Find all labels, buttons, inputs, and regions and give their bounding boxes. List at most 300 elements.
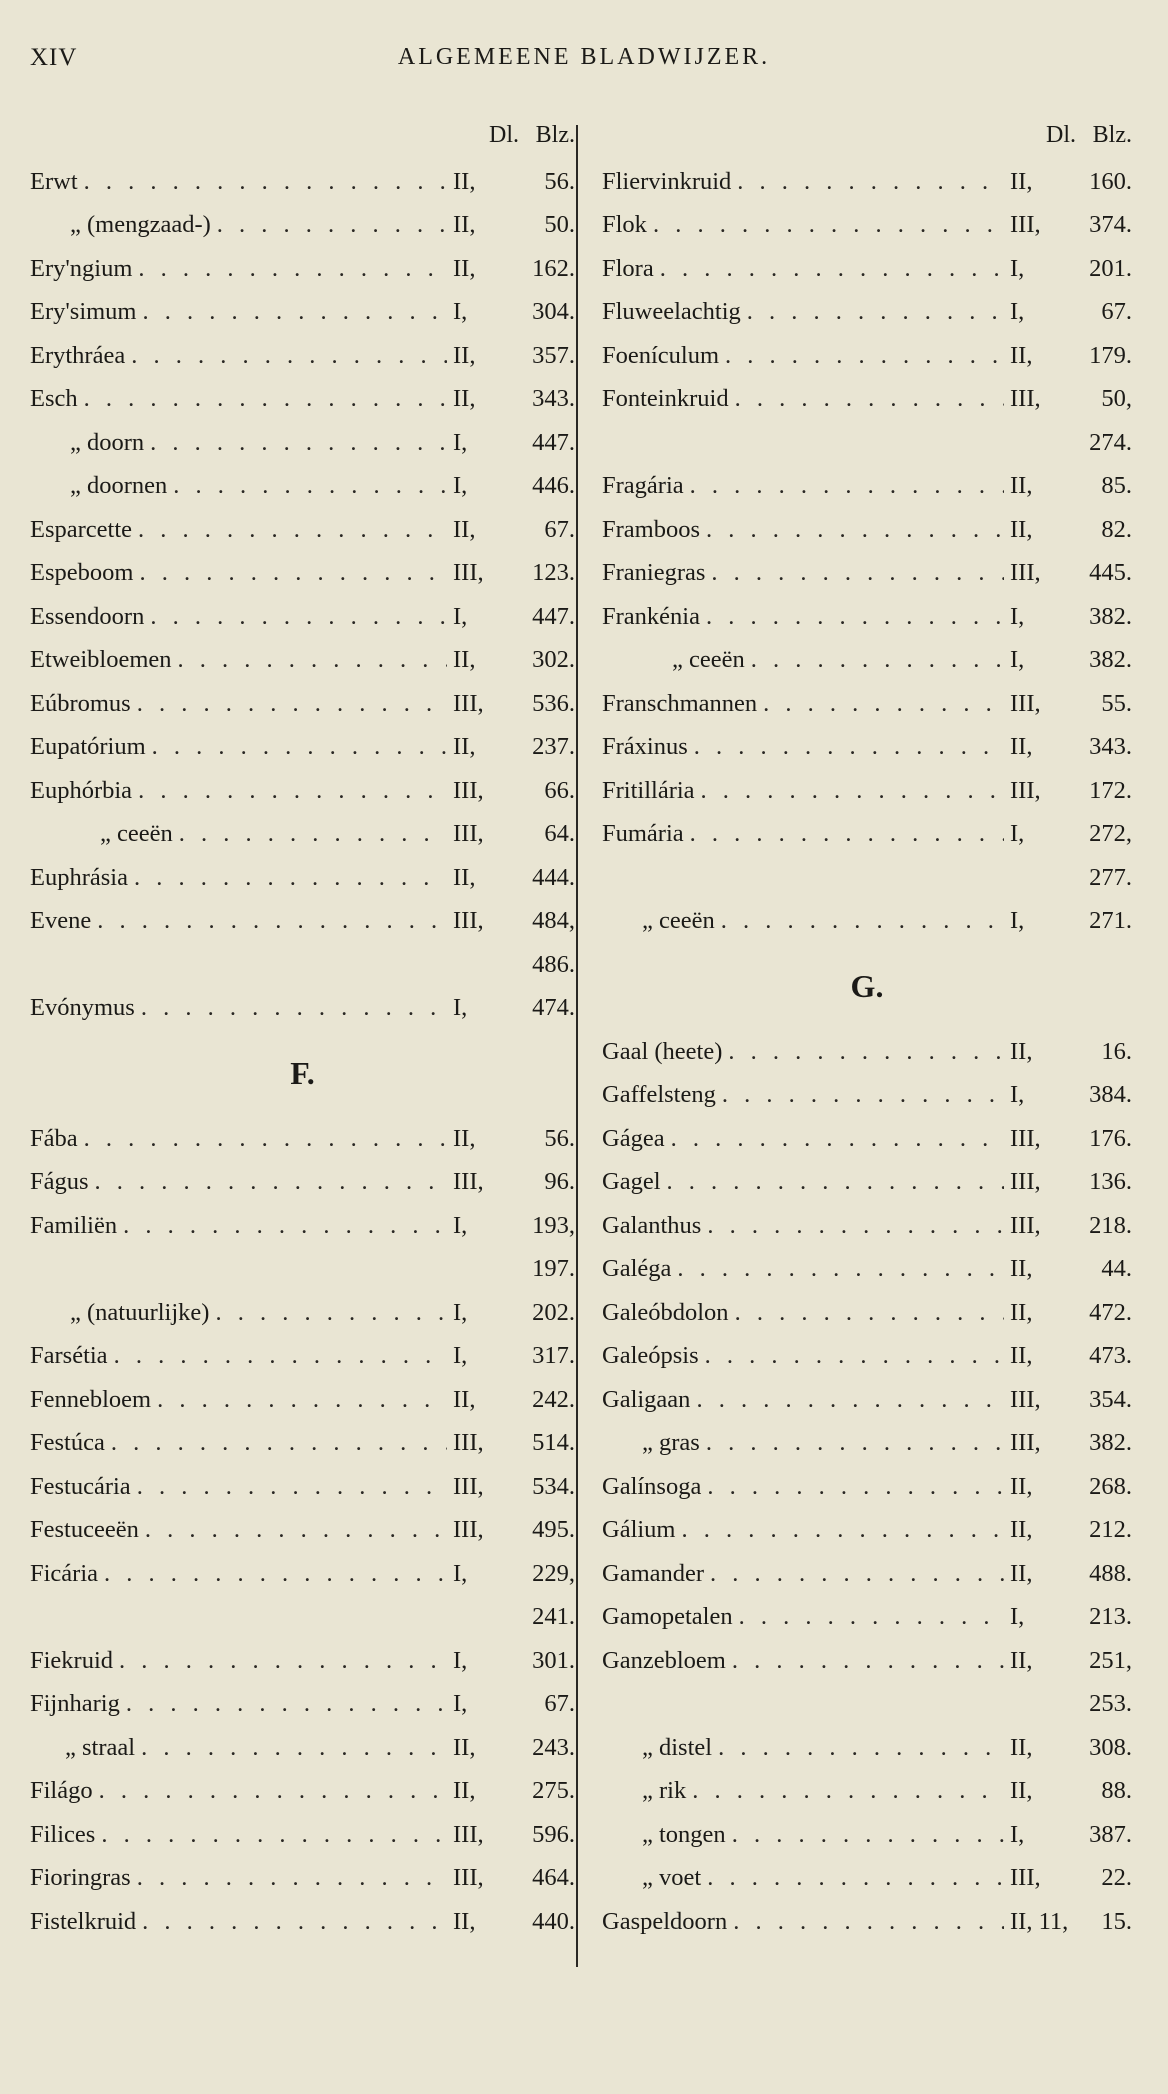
entry-term: Fliervinkruid bbox=[602, 167, 732, 195]
leader-dots bbox=[179, 820, 447, 848]
entry-term: Fioringras bbox=[30, 1864, 131, 1892]
entry-term: „ straal bbox=[65, 1733, 136, 1761]
page-ref: 176. bbox=[1089, 1124, 1132, 1152]
leader-dots bbox=[739, 1603, 1004, 1631]
page-ref: 382. bbox=[1089, 646, 1132, 674]
volume-ref: I, bbox=[1010, 602, 1025, 630]
entry-term: Esparcette bbox=[30, 515, 133, 543]
index-entry bbox=[30, 160, 575, 204]
index-entry bbox=[602, 465, 1132, 509]
entry-term: Flora bbox=[602, 254, 654, 282]
page-ref: 56. bbox=[544, 167, 575, 195]
entry-term: „ ceeën bbox=[100, 820, 173, 848]
index-entry bbox=[30, 1857, 575, 1901]
index-entry bbox=[30, 421, 575, 465]
entry-term: Evene bbox=[30, 907, 92, 935]
leader-dots bbox=[101, 1821, 447, 1849]
index-entry bbox=[30, 247, 575, 291]
leader-dots bbox=[694, 733, 1004, 761]
entry-term: Ficária bbox=[30, 1559, 99, 1587]
entry-term: Familiën bbox=[30, 1211, 118, 1239]
volume-ref: I, bbox=[453, 1298, 468, 1326]
page-ref: 201. bbox=[1089, 254, 1132, 282]
index-entry bbox=[602, 900, 1132, 944]
volume-ref: II, bbox=[453, 254, 476, 282]
page-ref: 179. bbox=[1089, 341, 1132, 369]
index-entry bbox=[602, 1509, 1132, 1553]
leader-dots bbox=[131, 342, 447, 370]
page-ref: 302. bbox=[532, 646, 575, 674]
volume-ref: II, 11, bbox=[1010, 1907, 1069, 1935]
volume-ref: I, bbox=[1010, 298, 1025, 326]
index-entry bbox=[30, 291, 575, 335]
leader-dots bbox=[732, 1647, 1004, 1675]
index-entry bbox=[30, 552, 575, 596]
entry-term: Flok bbox=[602, 211, 647, 239]
volume-ref: I, bbox=[453, 1646, 468, 1674]
leader-dots bbox=[137, 1864, 447, 1892]
entry-term: Fijnharig bbox=[30, 1690, 120, 1718]
volume-ref: I, bbox=[1010, 1081, 1025, 1109]
page-ref: 96. bbox=[544, 1168, 575, 1196]
volume-ref: I, bbox=[453, 994, 468, 1022]
entry-term: Gagel bbox=[602, 1168, 661, 1196]
volume-ref: II, bbox=[453, 1777, 476, 1805]
entry-term: „ distel bbox=[642, 1733, 713, 1761]
column-header bbox=[30, 120, 575, 160]
leader-dots bbox=[690, 820, 1004, 848]
leader-dots bbox=[747, 298, 1004, 326]
volume-ref: III, bbox=[453, 1820, 484, 1848]
entry-term: Galanthus bbox=[602, 1211, 702, 1239]
index-entry bbox=[602, 1813, 1132, 1857]
leader-dots bbox=[733, 1908, 1004, 1936]
entry-term: „ doorn bbox=[70, 428, 145, 456]
page-ref: 472. bbox=[1089, 1298, 1132, 1326]
index-entry bbox=[602, 204, 1132, 248]
page-ref: 444. bbox=[532, 863, 575, 891]
volume-ref: I, bbox=[453, 1559, 468, 1587]
leader-dots bbox=[692, 1777, 1004, 1805]
entry-term: Ganzebloem bbox=[602, 1646, 726, 1674]
entry-term: „ (natuurlijke) bbox=[70, 1298, 210, 1326]
index-entry bbox=[602, 1596, 1132, 1640]
page-ref: 446. bbox=[532, 472, 575, 500]
entry-term: Gamopetalen bbox=[602, 1603, 733, 1631]
entry-term: Espeboom bbox=[30, 559, 134, 587]
volume-ref: II, bbox=[453, 1733, 476, 1761]
volume-ref: II, bbox=[453, 1124, 476, 1152]
entry-term: „ ceeën bbox=[642, 907, 715, 935]
page-ref: 212. bbox=[1089, 1516, 1132, 1544]
page-ref: 514. bbox=[532, 1429, 575, 1457]
index-entry bbox=[30, 1770, 575, 1814]
index-entry bbox=[602, 1639, 1132, 1683]
leader-dots bbox=[215, 1299, 447, 1327]
page-ref: 243. bbox=[532, 1733, 575, 1761]
entry-term: Filágo bbox=[30, 1777, 93, 1805]
entry-term: Franschmannen bbox=[602, 689, 758, 717]
index-entry bbox=[602, 1857, 1132, 1901]
entry-term: Framboos bbox=[602, 515, 700, 543]
page-ref: 229, bbox=[532, 1559, 575, 1587]
index-entry bbox=[30, 1552, 575, 1596]
entry-term: Galeópsis bbox=[602, 1342, 699, 1370]
index-entry bbox=[602, 813, 1132, 857]
volume-ref: III, bbox=[1010, 776, 1041, 804]
leader-dots bbox=[173, 472, 447, 500]
leader-dots bbox=[84, 385, 447, 413]
index-entry bbox=[30, 508, 575, 552]
entry-term: Fonteinkruid bbox=[602, 385, 729, 413]
entry-term: Fráxinus bbox=[602, 733, 688, 761]
leader-dots bbox=[119, 1647, 447, 1675]
leader-dots bbox=[139, 559, 447, 587]
index-entry bbox=[30, 1726, 575, 1770]
leader-dots bbox=[706, 1429, 1004, 1457]
index-entry bbox=[30, 1465, 575, 1509]
volume-ref: II, bbox=[1010, 341, 1033, 369]
index-column-left bbox=[30, 120, 575, 2000]
page-ref: 162. bbox=[532, 254, 575, 282]
index-entry bbox=[602, 726, 1132, 770]
entry-term: Festuceeën bbox=[30, 1516, 139, 1544]
page-ref: 484, bbox=[532, 907, 575, 935]
index-entry bbox=[30, 1204, 575, 1248]
leader-dots bbox=[138, 777, 447, 805]
index-entry bbox=[602, 552, 1132, 596]
leader-dots bbox=[152, 733, 447, 761]
leader-dots bbox=[138, 255, 447, 283]
page-ref: 123. bbox=[532, 559, 575, 587]
volume-ref: II, bbox=[453, 341, 476, 369]
leader-dots bbox=[150, 429, 447, 457]
index-entry bbox=[602, 378, 1132, 422]
volume-ref: III, bbox=[453, 907, 484, 935]
leader-dots bbox=[138, 516, 447, 544]
index-entry bbox=[30, 1335, 575, 1379]
index-entry bbox=[602, 1204, 1132, 1248]
leader-dots bbox=[671, 1125, 1004, 1153]
page-ref: 271. bbox=[1089, 907, 1132, 935]
entry-term: Gaspeldoorn bbox=[602, 1907, 728, 1935]
entry-term: Galéga bbox=[602, 1255, 672, 1283]
volume-ref: II, bbox=[1010, 515, 1033, 543]
page-ref: 50, bbox=[1101, 385, 1132, 413]
page-ref: 596. bbox=[532, 1820, 575, 1848]
leader-dots bbox=[114, 1342, 447, 1370]
index-entry bbox=[602, 247, 1132, 291]
index-entry bbox=[30, 1291, 575, 1335]
entry-term: Fiekruid bbox=[30, 1646, 114, 1674]
entry-term: „ doornen bbox=[70, 472, 168, 500]
volume-ref: III, bbox=[1010, 1864, 1041, 1892]
volume-ref: II, bbox=[453, 863, 476, 891]
page-ref: 22. bbox=[1101, 1864, 1132, 1892]
index-entry bbox=[30, 1117, 575, 1161]
entry-term: Galeóbdolon bbox=[602, 1298, 729, 1326]
volume-ref: III, bbox=[453, 776, 484, 804]
page-ref: 374. bbox=[1089, 211, 1132, 239]
leader-dots bbox=[150, 603, 447, 631]
entry-term: Gaal (heete) bbox=[602, 1037, 723, 1065]
index-entry bbox=[30, 1683, 575, 1727]
page-ref: 440. bbox=[532, 1907, 575, 1935]
volume-ref: I, bbox=[1010, 1820, 1025, 1848]
leader-dots bbox=[696, 1386, 1004, 1414]
volume-ref: II, bbox=[1010, 1516, 1033, 1544]
entry-term: „ (mengzaad-) bbox=[70, 211, 211, 239]
leader-dots bbox=[104, 1560, 447, 1588]
page-ref: 343. bbox=[1089, 733, 1132, 761]
leader-dots bbox=[134, 864, 447, 892]
volume-ref: II, bbox=[1010, 1342, 1033, 1370]
index-continuation bbox=[30, 1596, 575, 1640]
leader-dots bbox=[97, 907, 447, 935]
entry-term: Gálium bbox=[602, 1516, 676, 1544]
entry-term: „ gras bbox=[642, 1429, 700, 1457]
volume-ref: I, bbox=[453, 602, 468, 630]
page-ref: 304. bbox=[532, 298, 575, 326]
index-entry bbox=[602, 682, 1132, 726]
page-ref: 242. bbox=[532, 1385, 575, 1413]
leader-dots bbox=[677, 1255, 1004, 1283]
index-entry bbox=[602, 639, 1132, 683]
leader-dots bbox=[735, 385, 1004, 413]
page-ref: 50. bbox=[544, 211, 575, 239]
page-ref: 473. bbox=[1089, 1342, 1132, 1370]
leader-dots bbox=[710, 1560, 1004, 1588]
page-ref: 275. bbox=[532, 1777, 575, 1805]
column-header bbox=[602, 120, 1132, 160]
volume-ref: III, bbox=[453, 1516, 484, 1544]
entry-term: „ rik bbox=[642, 1777, 687, 1805]
leader-dots bbox=[141, 994, 447, 1022]
page-ref: 136. bbox=[1089, 1168, 1132, 1196]
page-ref: 317. bbox=[532, 1342, 575, 1370]
page-ref: 55. bbox=[1101, 689, 1132, 717]
leader-dots bbox=[178, 646, 447, 674]
page-ref: 213. bbox=[1089, 1603, 1132, 1631]
page-ref: 66. bbox=[544, 776, 575, 804]
entry-term: Erythráea bbox=[30, 341, 126, 369]
running-title: ALGEMEENE BLADWIJZER. bbox=[397, 44, 771, 70]
page-ref: 382. bbox=[1089, 1429, 1132, 1457]
leader-dots bbox=[142, 1908, 447, 1936]
page-header bbox=[0, 44, 1168, 84]
volume-ref: I, bbox=[1010, 907, 1025, 935]
leader-dots bbox=[137, 690, 447, 718]
page-ref: 272, bbox=[1089, 820, 1132, 848]
leader-dots bbox=[706, 603, 1004, 631]
leader-dots bbox=[735, 1299, 1004, 1327]
entry-term: Fába bbox=[30, 1124, 78, 1152]
index-entry bbox=[602, 1770, 1132, 1814]
page-ref: 82. bbox=[1101, 515, 1132, 543]
index-entry bbox=[602, 1378, 1132, 1422]
leader-dots bbox=[667, 1168, 1005, 1196]
volume-ref: II, bbox=[1010, 1298, 1033, 1326]
entry-term: Ery'simum bbox=[30, 298, 137, 326]
index-entry bbox=[602, 1030, 1132, 1074]
leader-dots bbox=[707, 1864, 1004, 1892]
page-ref: 274. bbox=[1089, 428, 1132, 456]
leader-dots bbox=[141, 1734, 447, 1762]
page-ref: 56. bbox=[544, 1124, 575, 1152]
volume-ref: III, bbox=[453, 1472, 484, 1500]
volume-ref: II, bbox=[453, 211, 476, 239]
index-entry bbox=[30, 1813, 575, 1857]
entry-term: „ ceeën bbox=[672, 646, 745, 674]
page-ref: 44. bbox=[1101, 1255, 1132, 1283]
entry-term: Euphrásia bbox=[30, 863, 128, 891]
entry-term: Fumária bbox=[602, 820, 684, 848]
column-divider bbox=[576, 125, 578, 1967]
index-column-right bbox=[602, 120, 1132, 2000]
leader-dots bbox=[706, 516, 1004, 544]
entry-term: Foenículum bbox=[602, 341, 720, 369]
index-entry bbox=[602, 1074, 1132, 1118]
index-entry bbox=[602, 1248, 1132, 1292]
leader-dots bbox=[217, 211, 447, 239]
index-continuation bbox=[30, 1248, 575, 1292]
index-entry bbox=[30, 1422, 575, 1466]
volume-ref: III, bbox=[453, 1168, 484, 1196]
volume-ref: I, bbox=[1010, 254, 1025, 282]
entry-term: Evónymus bbox=[30, 994, 135, 1022]
volume-ref: II, bbox=[1010, 1472, 1033, 1500]
volume-ref: I, bbox=[1010, 820, 1025, 848]
leader-dots bbox=[722, 1081, 1004, 1109]
volume-ref: I, bbox=[453, 472, 468, 500]
page-ref: 486. bbox=[532, 950, 575, 978]
page-ref: 384. bbox=[1089, 1081, 1132, 1109]
entry-term: Esch bbox=[30, 385, 78, 413]
entry-term: „ tongen bbox=[642, 1820, 726, 1848]
volume-ref: III, bbox=[1010, 1429, 1041, 1457]
index-entry bbox=[30, 465, 575, 509]
volume-ref: I, bbox=[453, 428, 468, 456]
leader-dots bbox=[84, 1125, 447, 1153]
leader-dots bbox=[145, 1516, 447, 1544]
leader-dots bbox=[653, 211, 1004, 239]
entry-term: Fistelkruid bbox=[30, 1907, 137, 1935]
volume-ref: II, bbox=[453, 515, 476, 543]
section-letter: G. bbox=[850, 968, 884, 1004]
entry-term: Fritillária bbox=[602, 776, 695, 804]
index-entry bbox=[602, 1552, 1132, 1596]
index-entry bbox=[30, 595, 575, 639]
volume-ref: II, bbox=[453, 1385, 476, 1413]
volume-ref: II, bbox=[1010, 1559, 1033, 1587]
page-ref: 85. bbox=[1101, 472, 1132, 500]
page-ref: 202. bbox=[532, 1298, 575, 1326]
page-ref: 67. bbox=[544, 515, 575, 543]
volume-ref: III, bbox=[1010, 385, 1041, 413]
volume-ref: I, bbox=[1010, 1603, 1025, 1631]
volume-ref: III, bbox=[453, 1864, 484, 1892]
leader-dots bbox=[143, 298, 448, 326]
index-entry bbox=[30, 900, 575, 944]
entry-term: Erwt bbox=[30, 167, 78, 195]
page-header-label: Blz. bbox=[1092, 122, 1132, 148]
page-ref: 193, bbox=[532, 1211, 575, 1239]
volume-ref: I, bbox=[1010, 646, 1025, 674]
index-entry bbox=[602, 1161, 1132, 1205]
entry-term: Eúbromus bbox=[30, 689, 131, 717]
leader-dots bbox=[721, 907, 1004, 935]
leader-dots bbox=[718, 1734, 1004, 1762]
index-entry bbox=[602, 1117, 1132, 1161]
volume-header: Dl. bbox=[1046, 122, 1076, 148]
entry-term: Fágus bbox=[30, 1168, 89, 1196]
index-entry bbox=[30, 769, 575, 813]
page-ref: 387. bbox=[1089, 1820, 1132, 1848]
page-ref: 218. bbox=[1089, 1211, 1132, 1239]
leader-dots bbox=[660, 255, 1004, 283]
page-ref: 534. bbox=[532, 1472, 575, 1500]
page-ref: 160. bbox=[1089, 167, 1132, 195]
leader-dots bbox=[126, 1690, 447, 1718]
leader-dots bbox=[84, 168, 447, 196]
entry-term: Ery'ngium bbox=[30, 254, 133, 282]
volume-ref: III, bbox=[1010, 1211, 1041, 1239]
volume-ref: III, bbox=[1010, 1124, 1041, 1152]
entry-term: Fennebloem bbox=[30, 1385, 152, 1413]
page-ref: 488. bbox=[1089, 1559, 1132, 1587]
volume-ref: II, bbox=[453, 385, 476, 413]
page-ref: 447. bbox=[532, 602, 575, 630]
leader-dots bbox=[95, 1168, 447, 1196]
leader-dots bbox=[690, 472, 1004, 500]
page-ref: 445. bbox=[1089, 559, 1132, 587]
index-entry bbox=[30, 1161, 575, 1205]
page-ref: 536. bbox=[532, 689, 575, 717]
page-number: XIV bbox=[30, 44, 78, 71]
index-entry bbox=[602, 508, 1132, 552]
leader-dots bbox=[137, 1473, 447, 1501]
volume-ref: III, bbox=[453, 559, 484, 587]
index-continuation bbox=[602, 1683, 1132, 1727]
entry-term: Galigaan bbox=[602, 1385, 691, 1413]
entry-term: Fragária bbox=[602, 472, 684, 500]
leader-dots bbox=[725, 342, 1004, 370]
volume-ref: II, bbox=[453, 733, 476, 761]
page-header-label: Blz. bbox=[535, 122, 575, 148]
page-ref: 241. bbox=[532, 1603, 575, 1631]
volume-ref: II, bbox=[1010, 1733, 1033, 1761]
leader-dots bbox=[728, 1038, 1004, 1066]
entry-term: „ voet bbox=[642, 1864, 702, 1892]
index-entry bbox=[602, 334, 1132, 378]
index-entry bbox=[30, 1900, 575, 1944]
volume-ref: II, bbox=[453, 646, 476, 674]
volume-ref: III, bbox=[1010, 211, 1041, 239]
page-ref: 172. bbox=[1089, 776, 1132, 804]
index-entry bbox=[602, 1465, 1132, 1509]
leader-dots bbox=[711, 559, 1004, 587]
page-ref: 64. bbox=[544, 820, 575, 848]
page-ref: 67. bbox=[544, 1690, 575, 1718]
leader-dots bbox=[701, 777, 1004, 805]
page-ref: 474. bbox=[532, 994, 575, 1022]
index-entry bbox=[30, 334, 575, 378]
index-entry bbox=[602, 1291, 1132, 1335]
volume-ref: I, bbox=[453, 1342, 468, 1370]
index-entry bbox=[602, 769, 1132, 813]
entry-term: Etweibloemen bbox=[30, 646, 172, 674]
index-entry bbox=[30, 813, 575, 857]
